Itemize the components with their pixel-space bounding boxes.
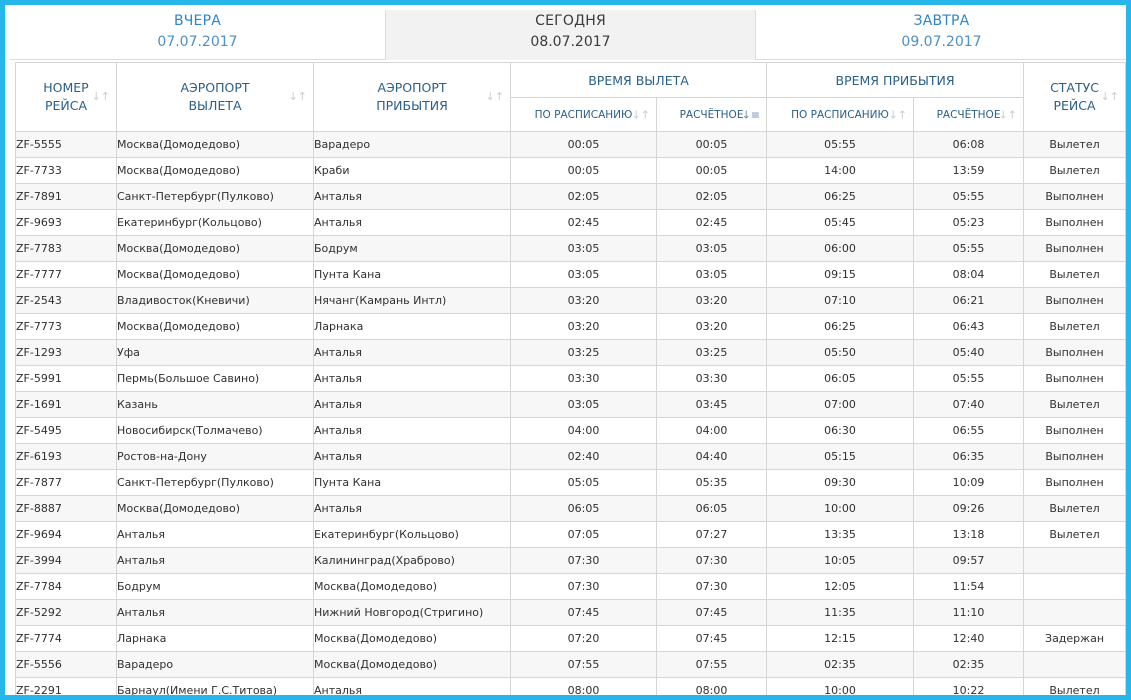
tab-yesterday-title: ВЧЕРА: [173, 13, 222, 29]
flight-number-cell: ZF-5991: [16, 366, 117, 392]
arrival-airport-cell: Нижний Новгород(Стригино): [314, 600, 511, 626]
table-row: [16, 392, 1126, 418]
departure-estimated-cell: 03:30: [657, 366, 767, 392]
arrival-estimated-cell: 09:26: [914, 496, 1024, 522]
departure-scheduled-cell: 03:30: [511, 366, 657, 392]
status-cell: Вылетел: [1024, 158, 1126, 184]
arrival-estimated-cell: 05:55: [914, 366, 1024, 392]
arrival-scheduled-cell: 11:35: [767, 600, 914, 626]
table-row: [16, 652, 1126, 678]
status-cell: Вылетел: [1024, 262, 1126, 288]
table-row: [16, 262, 1126, 288]
arrival-estimated-cell: 12:40: [914, 626, 1024, 652]
status-cell: Выполнен: [1024, 210, 1126, 236]
sort-arrows-icon[interactable]: ↓↑: [888, 108, 908, 121]
arrival-airport-cell: Калининград(Храброво): [314, 548, 511, 574]
departure-scheduled-cell: 08:00: [511, 678, 657, 700]
arrival-scheduled-cell: 12:05: [767, 574, 914, 600]
arrival-scheduled-cell: 12:15: [767, 626, 914, 652]
status-cell: Выполнен: [1024, 366, 1126, 392]
departure-scheduled-cell: 00:05: [511, 132, 657, 158]
departure-estimated-cell: 03:25: [657, 340, 767, 366]
departure-estimated-cell: 06:05: [657, 496, 767, 522]
tab-yesterday[interactable]: [10, 10, 385, 60]
status-cell: Задержан: [1024, 626, 1126, 652]
sort-descending-icon[interactable]: ↓≡: [741, 108, 761, 121]
tab-tomorrow-title: ЗАВТРА: [913, 13, 970, 29]
status-cell: [1024, 574, 1126, 600]
arrival-airport-cell: Пунта Кана: [314, 470, 511, 496]
sort-arrows-icon[interactable]: ↓↑: [91, 90, 110, 103]
departure-scheduled-cell: 03:25: [511, 340, 657, 366]
table-row: [16, 522, 1126, 548]
departure-scheduled-cell: 07:20: [511, 626, 657, 652]
arrival-scheduled-cell: 06:25: [767, 314, 914, 340]
flight-number-cell: ZF-5292: [16, 600, 117, 626]
status-cell: Вылетел: [1024, 132, 1126, 158]
departure-airport-cell: Москва(Домодедово): [117, 496, 314, 522]
flight-number-cell: ZF-7784: [16, 574, 117, 600]
departure-airport-cell: Екатеринбург(Кольцово): [117, 210, 314, 236]
flight-number-cell: ZF-7783: [16, 236, 117, 262]
tab-today[interactable]: [385, 10, 756, 60]
arrival-scheduled-cell: 06:30: [767, 418, 914, 444]
arrival-airport-cell: Анталья: [314, 444, 511, 470]
table-row: [16, 158, 1126, 184]
flight-number-cell: ZF-2543: [16, 288, 117, 314]
departure-airport-cell: Санкт-Петербург(Пулково): [117, 470, 314, 496]
arrival-scheduled-cell: 05:50: [767, 340, 914, 366]
status-cell: Выполнен: [1024, 288, 1126, 314]
arrival-estimated-cell: 06:21: [914, 288, 1024, 314]
arrival-estimated-cell: 11:10: [914, 600, 1024, 626]
header-departure-scheduled[interactable]: [511, 98, 657, 132]
flight-number-cell: ZF-1691: [16, 392, 117, 418]
departure-scheduled-cell: 07:30: [511, 574, 657, 600]
departure-estimated-cell: 07:45: [657, 600, 767, 626]
status-cell: Вылетел: [1024, 522, 1126, 548]
arrival-estimated-cell: 08:04: [914, 262, 1024, 288]
flight-number-cell: ZF-6193: [16, 444, 117, 470]
header-arrival-scheduled[interactable]: [767, 98, 914, 132]
arrival-scheduled-cell: 09:30: [767, 470, 914, 496]
departure-airport-cell: Москва(Домодедово): [117, 236, 314, 262]
header-arrival-estimated-label: РАСЧЁТНОЕ: [936, 108, 1001, 121]
departure-estimated-cell: 03:20: [657, 314, 767, 340]
departure-scheduled-cell: 00:05: [511, 158, 657, 184]
flight-number-cell: ZF-5555: [16, 132, 117, 158]
arrival-airport-cell: Ларнака: [314, 314, 511, 340]
header-arrival-airport-line2: ПРИБЫТИЯ: [376, 98, 448, 113]
departure-scheduled-cell: 07:05: [511, 522, 657, 548]
sort-arrows-icon[interactable]: ↓↑: [998, 108, 1018, 121]
departure-scheduled-cell: 06:05: [511, 496, 657, 522]
arrival-estimated-cell: 05:23: [914, 210, 1024, 236]
departure-scheduled-cell: 07:30: [511, 548, 657, 574]
table-row: [16, 626, 1126, 652]
arrival-scheduled-cell: 06:05: [767, 366, 914, 392]
table-row: [16, 600, 1126, 626]
table-row: [16, 236, 1126, 262]
table-row: [16, 444, 1126, 470]
departure-airport-cell: Новосибирск(Толмачево): [117, 418, 314, 444]
arrival-scheduled-cell: 06:25: [767, 184, 914, 210]
flight-number-cell: ZF-7774: [16, 626, 117, 652]
arrival-airport-cell: Москва(Домодедово): [314, 652, 511, 678]
departure-airport-cell: Ларнака: [117, 626, 314, 652]
flight-number-cell: ZF-7777: [16, 262, 117, 288]
departure-estimated-cell: 05:35: [657, 470, 767, 496]
sort-arrows-icon[interactable]: ↓↑: [631, 108, 650, 121]
header-flight-status-line1: СТАТУС: [1050, 80, 1099, 95]
flight-number-cell: ZF-1293: [16, 340, 117, 366]
arrival-estimated-cell: 10:09: [914, 470, 1024, 496]
header-departure-airport[interactable]: [117, 63, 314, 132]
departure-scheduled-cell: 02:40: [511, 444, 657, 470]
departure-scheduled-cell: 03:05: [511, 392, 657, 418]
arrival-airport-cell: Анталья: [314, 496, 511, 522]
header-flight-status[interactable]: [1024, 63, 1126, 132]
flight-number-cell: ZF-5495: [16, 418, 117, 444]
header-flight-number-line1: НОМЕР: [43, 80, 89, 95]
arrival-airport-cell: Москва(Домодедово): [314, 626, 511, 652]
header-departure-time: ВРЕМЯ ВЫЛЕТА: [511, 63, 767, 98]
arrival-estimated-cell: 06:35: [914, 444, 1024, 470]
arrival-airport-cell: Пунта Кана: [314, 262, 511, 288]
arrival-estimated-cell: 07:40: [914, 392, 1024, 418]
departure-estimated-cell: 02:45: [657, 210, 767, 236]
table-row: [16, 496, 1126, 522]
arrival-scheduled-cell: 06:00: [767, 236, 914, 262]
tab-today-title: СЕГОДНЯ: [535, 13, 606, 29]
status-cell: Выполнен: [1024, 444, 1126, 470]
flights-table: [15, 62, 1126, 700]
arrival-scheduled-cell: 14:00: [767, 158, 914, 184]
departure-airport-cell: Пермь(Большое Савино): [117, 366, 314, 392]
arrival-estimated-cell: 09:57: [914, 548, 1024, 574]
departure-scheduled-cell: 02:45: [511, 210, 657, 236]
departure-estimated-cell: 07:27: [657, 522, 767, 548]
departure-estimated-cell: 07:30: [657, 548, 767, 574]
status-cell: Выполнен: [1024, 470, 1126, 496]
table-row: [16, 548, 1126, 574]
sort-arrows-icon[interactable]: ↓↑: [288, 90, 307, 103]
flight-number-cell: ZF-7773: [16, 314, 117, 340]
status-cell: Вылетел: [1024, 314, 1126, 340]
departure-estimated-cell: 04:00: [657, 418, 767, 444]
departure-airport-cell: Анталья: [117, 522, 314, 548]
departure-scheduled-cell: 03:20: [511, 314, 657, 340]
departure-scheduled-cell: 03:20: [511, 288, 657, 314]
status-cell: Выполнен: [1024, 418, 1126, 444]
departure-airport-cell: Анталья: [117, 548, 314, 574]
departure-scheduled-cell: 04:00: [511, 418, 657, 444]
tab-tomorrow-date: 09.07.2017: [901, 34, 982, 50]
departure-estimated-cell: 03:05: [657, 236, 767, 262]
flight-number-cell: ZF-7877: [16, 470, 117, 496]
arrival-estimated-cell: 05:40: [914, 340, 1024, 366]
day-tabs: [10, 10, 1127, 60]
status-cell: Выполнен: [1024, 236, 1126, 262]
table-row: [16, 574, 1126, 600]
departure-estimated-cell: 00:05: [657, 158, 767, 184]
departure-scheduled-cell: 07:45: [511, 600, 657, 626]
arrival-airport-cell: Анталья: [314, 418, 511, 444]
departure-scheduled-cell: 02:05: [511, 184, 657, 210]
status-cell: [1024, 652, 1126, 678]
arrival-scheduled-cell: 10:00: [767, 496, 914, 522]
arrival-airport-cell: Краби: [314, 158, 511, 184]
departure-estimated-cell: 07:30: [657, 574, 767, 600]
flight-number-cell: ZF-9693: [16, 210, 117, 236]
arrival-estimated-cell: 05:55: [914, 236, 1024, 262]
flight-number-cell: ZF-3994: [16, 548, 117, 574]
departure-estimated-cell: 02:05: [657, 184, 767, 210]
status-cell: Вылетел: [1024, 392, 1126, 418]
header-departure-estimated[interactable]: [657, 98, 767, 132]
arrival-airport-cell: Екатеринбург(Кольцово): [314, 522, 511, 548]
header-flight-status-line2: РЕЙСА: [1053, 98, 1096, 113]
table-row: [16, 210, 1126, 236]
sort-arrows-icon[interactable]: ↓↑: [485, 90, 504, 103]
arrival-estimated-cell: 13:18: [914, 522, 1024, 548]
departure-airport-cell: Бодрум: [117, 574, 314, 600]
status-cell: [1024, 548, 1126, 574]
arrival-scheduled-cell: 10:05: [767, 548, 914, 574]
flights-table-body: [16, 132, 1126, 700]
departure-estimated-cell: 08:00: [657, 678, 767, 700]
arrival-airport-cell: Анталья: [314, 678, 511, 700]
header-arrival-scheduled-label: ПО РАСПИСАНИЮ: [791, 108, 889, 121]
departure-airport-cell: Москва(Домодедово): [117, 158, 314, 184]
header-flight-number[interactable]: [16, 63, 117, 132]
departure-airport-cell: Москва(Домодедово): [117, 314, 314, 340]
departure-airport-cell: Варадеро: [117, 652, 314, 678]
header-arrival-airport-line1: АЭРОПОРТ: [377, 80, 447, 95]
table-row: [16, 132, 1126, 158]
header-arrival-airport[interactable]: [314, 63, 511, 132]
flight-number-cell: ZF-5556: [16, 652, 117, 678]
arrival-scheduled-cell: 10:00: [767, 678, 914, 700]
arrival-scheduled-cell: 05:45: [767, 210, 914, 236]
header-flight-number-line2: РЕЙСА: [44, 98, 88, 113]
arrival-airport-cell: Варадеро: [314, 132, 511, 158]
arrival-scheduled-cell: 13:35: [767, 522, 914, 548]
arrival-airport-cell: Анталья: [314, 392, 511, 418]
arrival-airport-cell: Анталья: [314, 210, 511, 236]
arrival-airport-cell: Анталья: [314, 184, 511, 210]
flight-number-cell: ZF-2291: [16, 678, 117, 700]
arrival-estimated-cell: 05:55: [914, 184, 1024, 210]
flight-number-cell: ZF-7891: [16, 184, 117, 210]
status-cell: Выполнен: [1024, 184, 1126, 210]
arrival-airport-cell: Бодрум: [314, 236, 511, 262]
departure-airport-cell: Казань: [117, 392, 314, 418]
status-cell: Выполнен: [1024, 340, 1126, 366]
departure-scheduled-cell: 07:55: [511, 652, 657, 678]
header-departure-airport-line1: АЭРОПОРТ: [180, 80, 250, 95]
sort-arrows-icon[interactable]: ↓↑: [1100, 90, 1120, 103]
departure-scheduled-cell: 03:05: [511, 236, 657, 262]
header-arrival-estimated[interactable]: [914, 98, 1024, 132]
arrival-scheduled-cell: 09:15: [767, 262, 914, 288]
departure-estimated-cell: 03:20: [657, 288, 767, 314]
arrival-estimated-cell: 10:22: [914, 678, 1024, 700]
departure-scheduled-cell: 03:05: [511, 262, 657, 288]
departure-airport-cell: Москва(Домодедово): [117, 262, 314, 288]
arrival-scheduled-cell: 05:55: [767, 132, 914, 158]
header-departure-airport-line2: ВЫЛЕТА: [188, 98, 242, 113]
arrival-scheduled-cell: 05:15: [767, 444, 914, 470]
table-row: [16, 314, 1126, 340]
header-arrival-time: ВРЕМЯ ПРИБЫТИЯ: [767, 63, 1024, 98]
header-departure-estimated-label: РАСЧЁТНОЕ: [679, 108, 744, 121]
table-row: [16, 366, 1126, 392]
departure-estimated-cell: 03:45: [657, 392, 767, 418]
status-cell: Вылетел: [1024, 678, 1126, 700]
arrival-estimated-cell: 13:59: [914, 158, 1024, 184]
arrival-estimated-cell: 06:08: [914, 132, 1024, 158]
tab-today-date: 08.07.2017: [530, 34, 611, 50]
departure-airport-cell: Ростов-на-Дону: [117, 444, 314, 470]
departure-estimated-cell: 07:55: [657, 652, 767, 678]
arrival-scheduled-cell: 02:35: [767, 652, 914, 678]
departure-estimated-cell: 04:40: [657, 444, 767, 470]
departure-airport-cell: Москва(Домодедово): [117, 132, 314, 158]
table-row: [16, 418, 1126, 444]
arrival-estimated-cell: 02:35: [914, 652, 1024, 678]
status-cell: Вылетел: [1024, 496, 1126, 522]
arrival-airport-cell: Анталья: [314, 366, 511, 392]
table-row: [16, 470, 1126, 496]
flight-number-cell: ZF-8887: [16, 496, 117, 522]
arrival-airport-cell: Анталья: [314, 340, 511, 366]
arrival-scheduled-cell: 07:10: [767, 288, 914, 314]
arrival-airport-cell: Москва(Домодедово): [314, 574, 511, 600]
arrival-estimated-cell: 06:55: [914, 418, 1024, 444]
tab-yesterday-date: 07.07.2017: [157, 34, 238, 50]
table-row: [16, 184, 1126, 210]
departure-scheduled-cell: 05:05: [511, 470, 657, 496]
flight-number-cell: ZF-7733: [16, 158, 117, 184]
departure-estimated-cell: 00:05: [657, 132, 767, 158]
arrival-scheduled-cell: 07:00: [767, 392, 914, 418]
arrival-airport-cell: Нячанг(Камрань Интл): [314, 288, 511, 314]
table-row: [16, 678, 1126, 700]
departure-estimated-cell: 03:05: [657, 262, 767, 288]
departure-airport-cell: Барнаул(Имени Г.С.Титова): [117, 678, 314, 700]
header-departure-scheduled-label: ПО РАСПИСАНИЮ: [534, 108, 633, 121]
arrival-estimated-cell: 06:43: [914, 314, 1024, 340]
status-cell: [1024, 600, 1126, 626]
departure-airport-cell: Санкт-Петербург(Пулково): [117, 184, 314, 210]
departure-estimated-cell: 07:45: [657, 626, 767, 652]
departure-airport-cell: Владивосток(Кневичи): [117, 288, 314, 314]
arrival-estimated-cell: 11:54: [914, 574, 1024, 600]
table-row: [16, 288, 1126, 314]
tab-tomorrow[interactable]: [756, 10, 1127, 60]
flight-number-cell: ZF-9694: [16, 522, 117, 548]
departure-airport-cell: Уфа: [117, 340, 314, 366]
table-row: [16, 340, 1126, 366]
departure-airport-cell: Анталья: [117, 600, 314, 626]
